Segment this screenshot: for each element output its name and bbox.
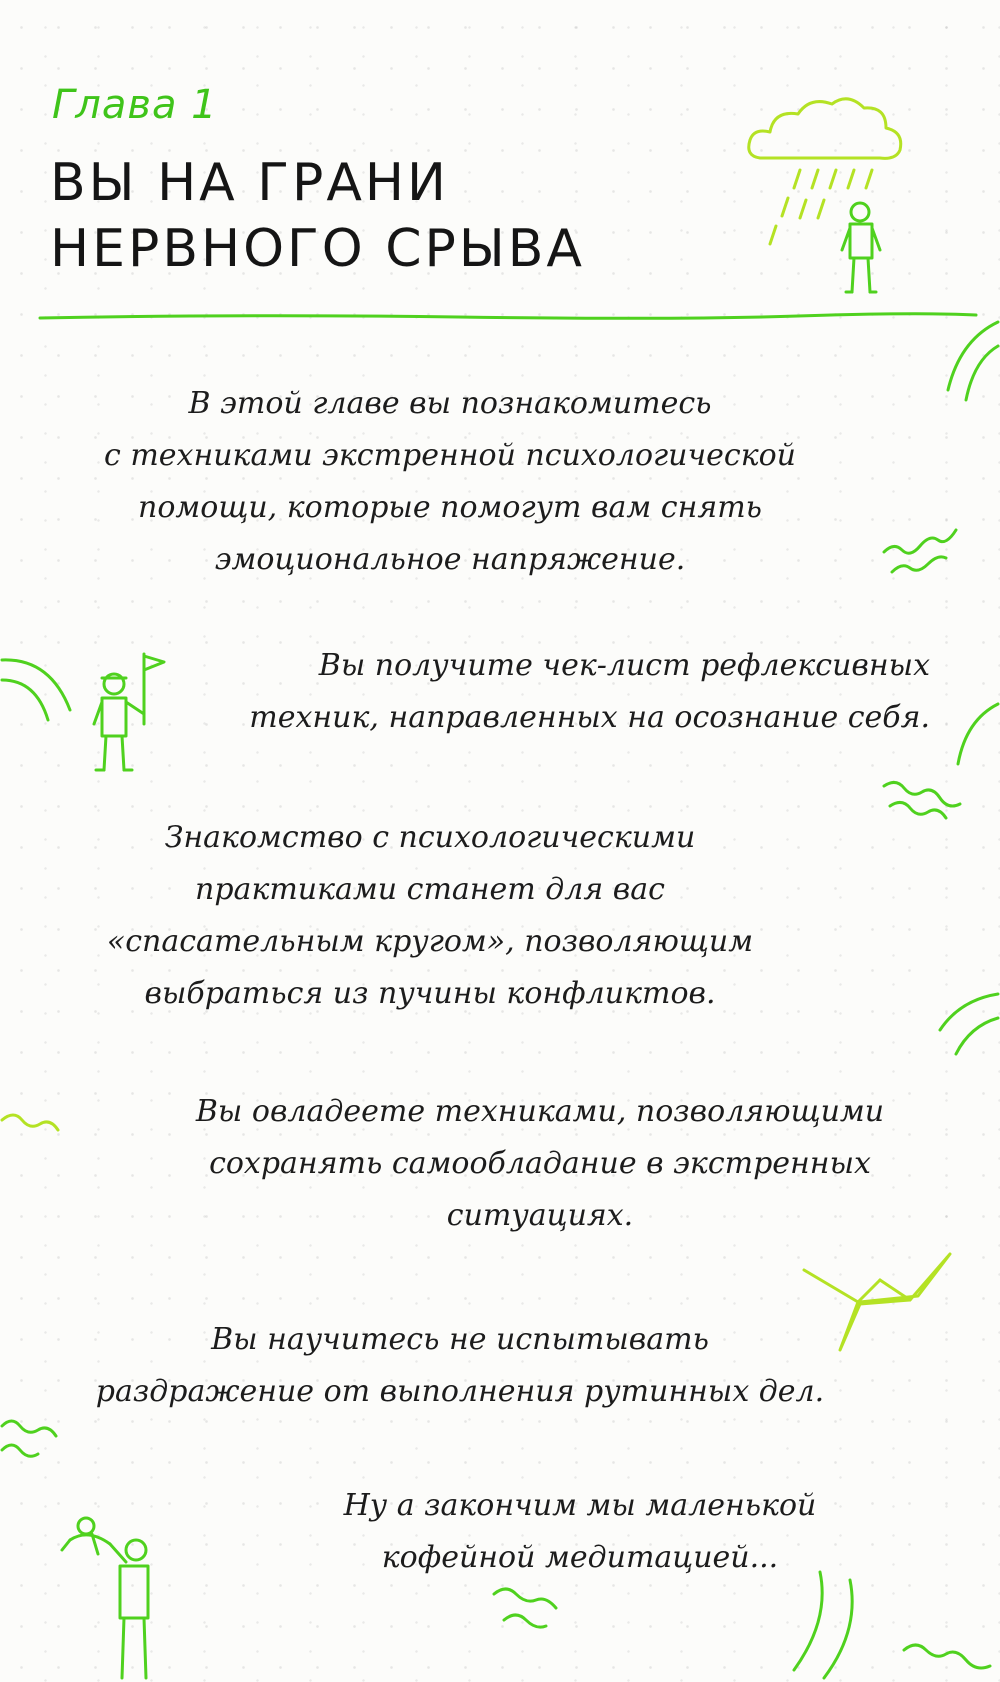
wave-squiggle-icon xyxy=(880,522,970,582)
text-line: «спасательным кругом», позволяющим xyxy=(106,924,754,959)
text-line: Знакомство с психологическими xyxy=(164,820,696,855)
arc-stroke-icon xyxy=(0,650,90,730)
person-in-rain-icon xyxy=(838,200,898,310)
routine-paragraph xyxy=(60,1314,860,1418)
text-line: ситуациях. xyxy=(446,1198,634,1233)
wave-squiggle-icon xyxy=(900,1620,1000,1680)
chapter-title xyxy=(50,150,585,282)
text-line: кофейной медитацией... xyxy=(381,1540,779,1575)
text-line: Вы овладеете техниками, позволяющими xyxy=(195,1094,885,1129)
chapter-title-line-1: ВЫ НА ГРАНИ xyxy=(50,153,449,213)
text-line: Вы получите чек-лист рефлексивных xyxy=(318,648,930,683)
closing-paragraph xyxy=(300,1480,860,1584)
arc-stroke-icon xyxy=(930,990,1000,1080)
text-line: В этой главе вы познакомитесь xyxy=(188,386,712,421)
arc-stroke-icon xyxy=(940,700,1000,770)
techniques-paragraph xyxy=(150,1086,930,1242)
text-line: практиками станет для вас xyxy=(195,872,665,907)
chapter-label: Глава 1 xyxy=(52,82,218,128)
arc-stroke-icon xyxy=(940,320,1000,410)
practices-paragraph xyxy=(50,812,810,1020)
text-line: сохранять самообладание в экстренных xyxy=(209,1146,871,1181)
wave-squiggle-icon xyxy=(880,776,970,826)
text-line: помощи, которые помогут вам снять xyxy=(138,490,762,525)
text-line: выбраться из пучины конфликтов. xyxy=(144,976,716,1011)
parent-with-child-icon xyxy=(40,1510,160,1682)
text-line: раздражение от выполнения рутинных дел. xyxy=(95,1374,825,1409)
wave-squiggle-icon xyxy=(0,1100,80,1160)
intro-paragraph xyxy=(60,378,840,586)
text-line: Ну а закончим мы маленькой xyxy=(343,1488,817,1523)
person-with-flag-icon xyxy=(88,650,178,780)
chapter-title-line-2: НЕРВНОГО СРЫВА xyxy=(50,219,585,279)
text-line: техник, направленных на осознание себя. xyxy=(249,700,930,735)
wave-squiggle-icon xyxy=(0,1410,70,1470)
text-line: с техниками экстренной психологической xyxy=(103,438,797,473)
arc-stroke-icon xyxy=(780,1570,870,1680)
header-divider xyxy=(38,310,978,324)
wave-squiggle-icon xyxy=(490,1580,580,1640)
text-line: Вы научитесь не испытывать xyxy=(211,1322,709,1357)
rain-cloud-icon xyxy=(740,88,930,268)
checklist-paragraph xyxy=(170,640,930,744)
text-line: эмоциональное напряжение. xyxy=(214,542,686,577)
